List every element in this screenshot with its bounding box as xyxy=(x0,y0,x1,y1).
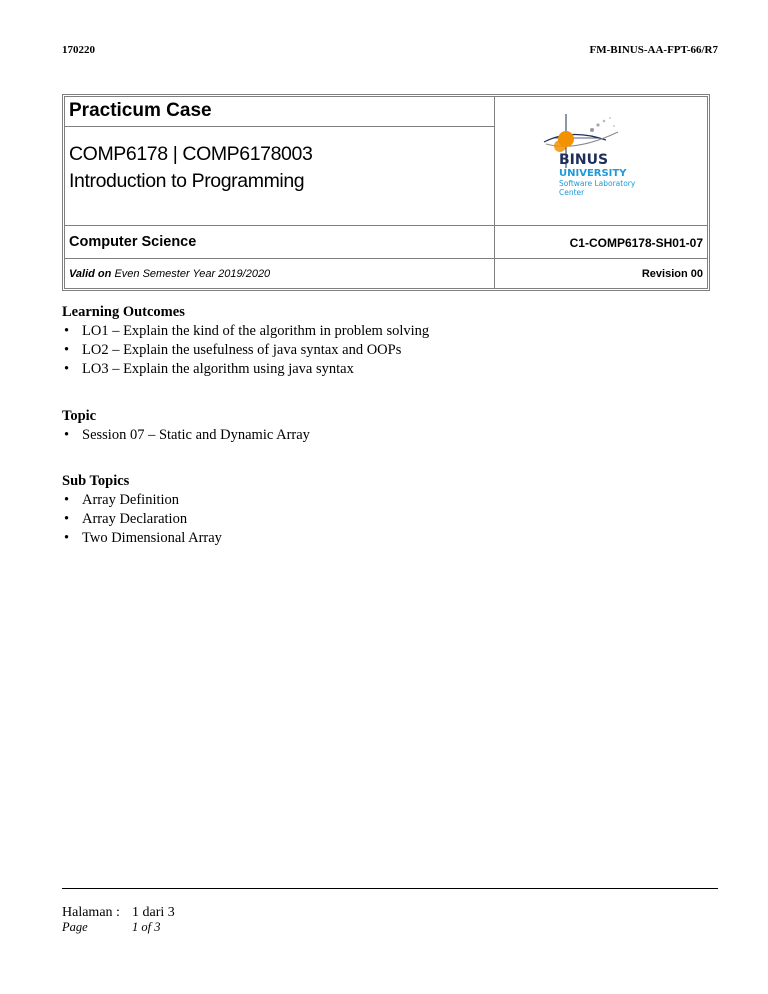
list-item-text: Session 07 – Static and Dynamic Array xyxy=(82,427,310,443)
info-table xyxy=(62,94,710,291)
doc-code: 170220 xyxy=(62,44,95,56)
case-code: C1-COMP6178-SH01-07 xyxy=(569,236,703,250)
learning-outcomes-section xyxy=(62,303,429,379)
binus-logo-icon xyxy=(526,108,676,198)
list-item xyxy=(62,529,222,548)
list-item-text: Two Dimensional Array xyxy=(82,530,222,546)
topic-section xyxy=(62,407,310,445)
page-label-id: Halaman : xyxy=(62,905,120,920)
program-name: Computer Science xyxy=(65,226,495,258)
bullet-icon: • xyxy=(64,342,70,358)
list-item-text: LO1 – Explain the kind of the algorithm in problem solving xyxy=(82,323,430,339)
footer-divider xyxy=(62,888,718,889)
course-info xyxy=(65,127,494,225)
topic-heading: Topic xyxy=(62,408,97,424)
validity xyxy=(65,259,495,288)
title-column xyxy=(65,97,495,225)
page-header xyxy=(62,44,718,56)
valid-text: Even Semester Year 2019/2020 xyxy=(114,268,271,280)
list-item xyxy=(62,341,429,360)
bullet-icon: • xyxy=(64,511,70,527)
revision: Revision 00 xyxy=(641,268,703,280)
bullet-icon: • xyxy=(64,323,70,339)
page-number-en: 1 of 3 xyxy=(132,920,161,934)
logo-cell xyxy=(495,97,707,208)
logo-line1: BINUS xyxy=(559,151,609,168)
sub-topics-heading: Sub Topics xyxy=(62,473,130,489)
page-footer xyxy=(62,905,175,935)
form-code: FM-BINUS-AA-FPT-66/R7 xyxy=(589,44,718,56)
page-number-id: 1 dari 3 xyxy=(132,905,175,920)
list-item-text: LO3 – Explain the algorithm using java syntax xyxy=(82,361,354,377)
list-item-text: Array Definition xyxy=(82,492,180,508)
list-item xyxy=(62,510,222,529)
list-item xyxy=(62,491,222,510)
document-title: Practicum Case xyxy=(65,97,494,127)
bullet-icon: • xyxy=(64,361,70,377)
page-label-en: Page xyxy=(62,920,88,934)
list-item-text: LO2 – Explain the usefulness of java syntax and OOPs xyxy=(82,342,402,358)
course-codes: COMP6178 | COMP6178003 xyxy=(69,143,313,165)
list-item xyxy=(62,426,310,445)
course-name: Introduction to Programming xyxy=(69,170,305,192)
sub-topics-section xyxy=(62,472,222,548)
learning-outcomes-heading: Learning Outcomes xyxy=(62,304,185,320)
logo-line4: Center xyxy=(559,187,585,197)
logo-line3: Software Laboratory xyxy=(559,178,636,188)
bullet-icon: • xyxy=(64,530,70,546)
logo-line2: UNIVERSITY xyxy=(559,167,627,179)
bullet-icon: • xyxy=(64,492,70,508)
list-item xyxy=(62,322,429,341)
bullet-icon: • xyxy=(64,427,70,443)
list-item-text: Array Declaration xyxy=(82,511,188,527)
list-item xyxy=(62,360,429,379)
valid-label: Valid on xyxy=(69,268,112,280)
